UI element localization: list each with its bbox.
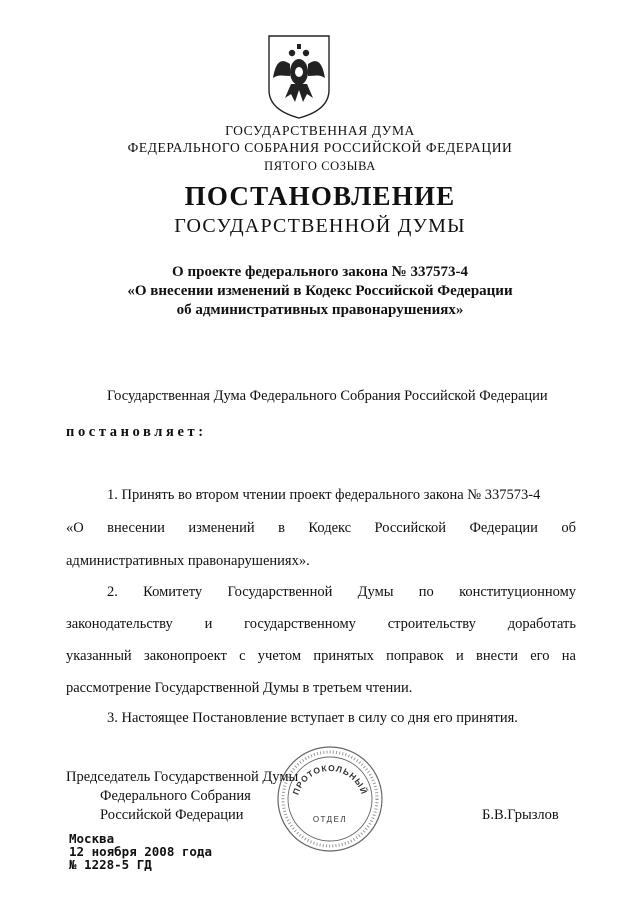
stamp-center-text: ОТДЕЛ	[312, 815, 348, 824]
preamble-text: Государственная Дума Федерального Собрания Российской Федерации	[107, 388, 548, 404]
coat-of-arms-emblem	[263, 32, 335, 120]
footer-place: Москва	[69, 831, 115, 846]
decrees-word: постановляет:	[66, 424, 207, 440]
item-3: 3. Настоящее Постановление вступает в силу со дня его принятия.	[107, 710, 518, 726]
issuer-title: ГОСУДАРСТВЕННОЙ ДУМЫ	[174, 215, 466, 237]
item-2-line-2: законодательству и государственному строительству доработать	[66, 616, 576, 632]
signatory-title-line-3: Российской Федерации	[100, 807, 244, 823]
item-1-line-2: «О внесении изменений в Кодекс Российской Федерации об	[66, 520, 576, 536]
header-line-duma: ГОСУДАРСТВЕННАЯ ДУМА	[225, 123, 415, 138]
item-2-line-1: 2. Комитету Государственной Думы по конституционному	[107, 584, 576, 600]
header-line-convocation: ПЯТОГО СОЗЫВА	[264, 159, 376, 173]
signatory-title-line-2: Федерального Собрания	[100, 788, 251, 804]
subject-line-2: «О внесении изменений в Кодекс Российской Федерации	[127, 283, 513, 299]
item-1-line-3: административных правонарушениях».	[66, 553, 310, 569]
stamp-ring-text: ПРОТОКОЛЬНЫЙ	[290, 762, 370, 797]
subject-line-1: О проекте федерального закона № 337573-4	[172, 264, 468, 280]
document-type-title: ПОСТАНОВЛЕНИЕ	[184, 181, 456, 211]
item-2-line-3: указанный законопроект с учетом принятых поправок и внести его на	[66, 648, 576, 664]
official-stamp	[275, 744, 385, 854]
signatory-title-line-1: Председатель Государственной Думы	[66, 769, 299, 785]
subject-line-3: об административных правонарушениях»	[176, 302, 464, 318]
header-line-assembly: ФЕДЕРАЛЬНОГО СОБРАНИЯ РОССИЙСКОЙ ФЕДЕРАЦИИ	[127, 140, 513, 155]
item-1-line-1: 1. Принять во втором чтении проект федерального закона № 337573-4	[107, 487, 541, 503]
footer-date: 12 ноября 2008 года	[69, 844, 212, 859]
footer-registration-number: № 1228-5 ГД	[69, 857, 152, 872]
item-2-line-4: рассмотрение Государственной Думы в третьем чтении.	[66, 680, 413, 696]
signer-name: Б.В.Грызлов	[482, 807, 559, 823]
